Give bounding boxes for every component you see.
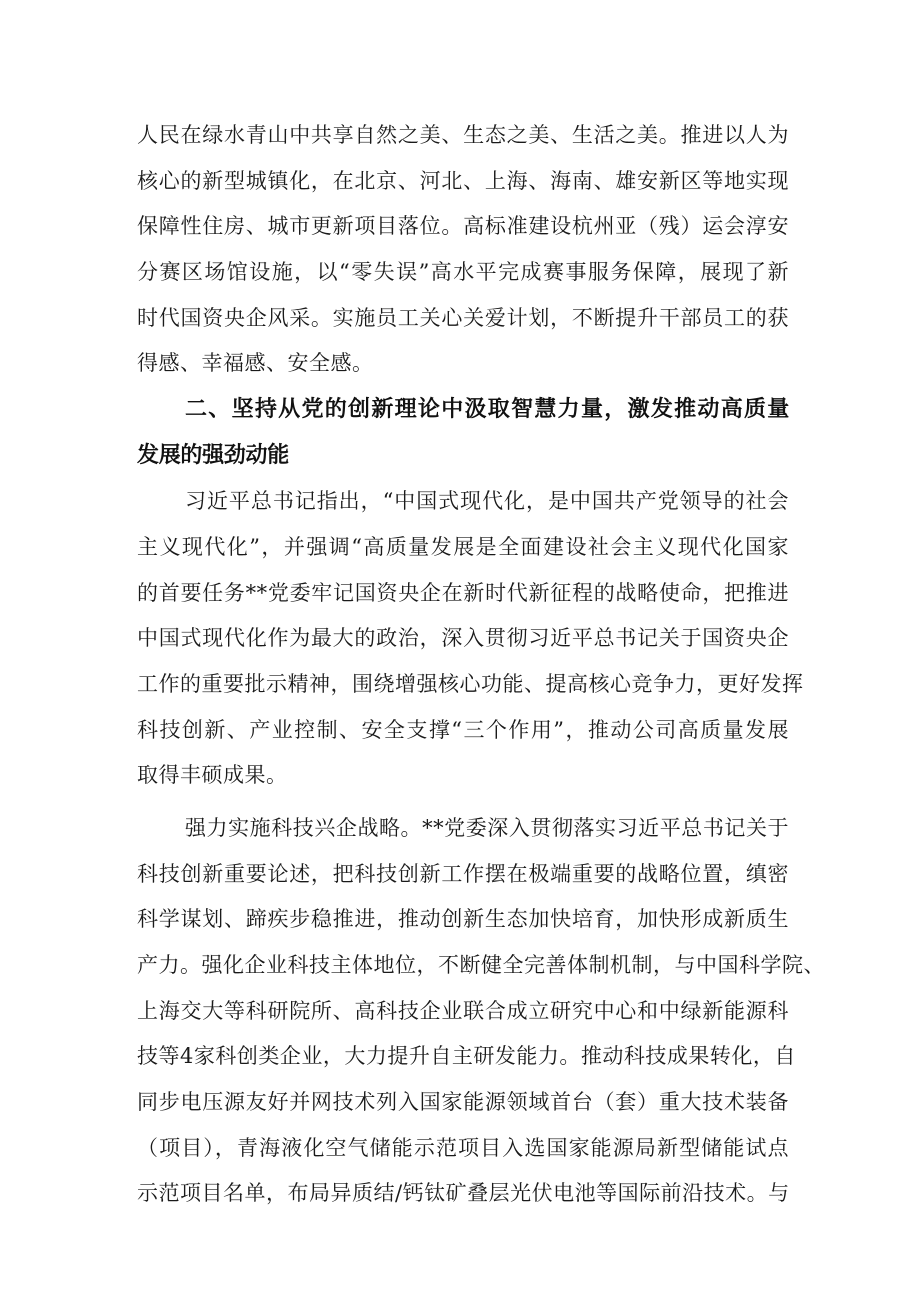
text-line: 产力。强化企业科技主体地位，不断健全完善体制机制，与中国科学院、: [137, 953, 825, 977]
text-line: 强力实施科技兴企战略。**党委深入贯彻落实习近平总书记关于: [185, 815, 789, 840]
text-line: 主义现代化”，并强调“高质量发展是全面建设社会主义现代化国家: [137, 534, 789, 559]
text-line: 核心的新型城镇化，在北京、河北、上海、海南、雄安新区等地实现: [137, 168, 789, 193]
text-line: （项目），青海液化空气储能示范项目入选国家能源局新型储能试点: [137, 1135, 789, 1160]
text-line: 分赛区场馆设施，以“零失误”高水平完成赛事服务保障，展现了新: [137, 260, 789, 285]
text-line: 示范项目名单，布局异质结/钙钛矿叠层光伏电池等国际前沿技术。与: [137, 1181, 790, 1206]
text-line: 上海交大等科研院所、高科技企业联合成立研究中心和中绿新能源科: [137, 998, 789, 1023]
paragraph-2: [137, 479, 804, 799]
text-line: 同步电压源友好并网技术列入国家能源领域首台（套）重大技术装备: [137, 1090, 789, 1115]
text-line: 科技创新重要论述，把科技创新工作摆在极端重要的战略位置，缜密: [137, 861, 789, 886]
text-line: 科学谋划、蹄疾步稳推进，推动创新生态加快培育，加快形成新质生: [137, 907, 789, 932]
text-line: 取得丰硕成果。: [137, 763, 288, 788]
paragraph-spacer: [137, 799, 789, 806]
text-line: 时代国资央企风采。实施员工关心关爱计划，不断提升干部员工的获: [137, 305, 789, 330]
text-line: 中国式现代化作为最大的政治，深入贯彻习近平总书记关于国资央企: [137, 626, 789, 651]
paragraph-3: [137, 806, 825, 1217]
text-line: 技等4家科创类企业，大力提升自主研发能力。推动科技成果转化，自: [137, 1044, 796, 1069]
section-heading-2: [137, 387, 789, 479]
text-line: 的首要任务**党委牢记国资央企在新时代新征程的战略使命，把推进: [137, 580, 789, 605]
heading-line: 二、坚持从党的创新理论中汲取智慧力量，激发推动高质量: [185, 397, 789, 423]
document-body: [137, 113, 825, 1217]
text-line: 保障性住房、城市更新项目落位。高标准建设杭州亚（残）运会淳安: [137, 214, 789, 239]
heading-line: 发展的强劲动能: [137, 443, 289, 469]
text-line: 科技创新、产业控制、安全支撑“三个作用”，推动公司高质量发展: [137, 717, 789, 742]
text-line: 工作的重要批示精神，围绕增强核心功能、提高核心竞争力，更好发挥: [137, 671, 804, 696]
text-line: 习近平总书记指出，“中国式现代化，是中国共产党领导的社会: [185, 489, 789, 514]
text-line: 得感、幸福感、安全感。: [137, 351, 374, 376]
paragraph-1: [137, 113, 789, 387]
text-line: 人民在绿水青山中共享自然之美、生态之美、生活之美。推进以人为: [137, 123, 789, 147]
